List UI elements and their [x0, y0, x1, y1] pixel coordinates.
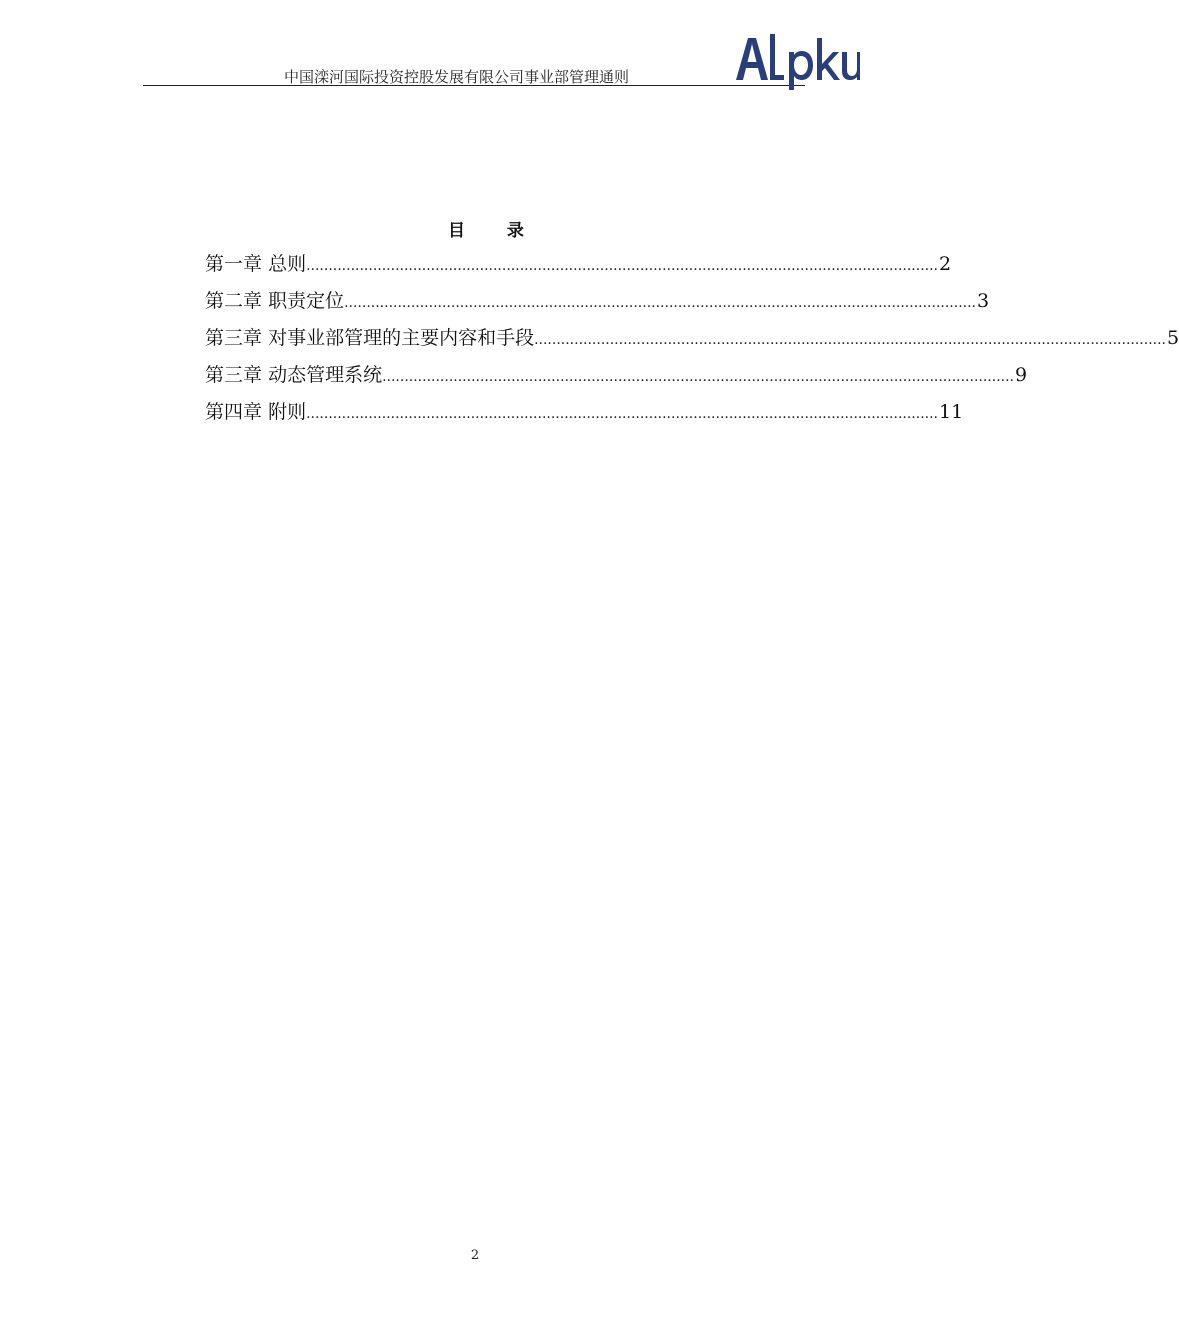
- toc-entry[interactable]: [205, 246, 952, 283]
- table-of-contents: [205, 246, 1179, 431]
- header-rule: [143, 85, 805, 86]
- toc-entry-page: 9: [1015, 364, 1028, 386]
- toc-dot-leader: ..............................................................................................................................................: [344, 295, 977, 311]
- toc-dot-leader: ..............................................................................................................................................: [306, 406, 939, 422]
- company-logo: [734, 30, 860, 92]
- toc-entry-page: 11: [939, 401, 964, 423]
- toc-entry-label: 第四章 附则: [205, 401, 307, 423]
- toc-entry[interactable]: [205, 320, 1179, 357]
- toc-entry[interactable]: [205, 283, 990, 320]
- toc-entry-label: 第三章 动态管理系统: [205, 364, 383, 386]
- page-number: 2: [470, 1248, 480, 1263]
- toc-entry-page: 3: [977, 290, 990, 312]
- toc-dot-leader: ..............................................................................................................................................: [382, 369, 1015, 385]
- toc-entry[interactable]: [205, 394, 964, 431]
- toc-entry-label: 第二章 职责定位: [205, 290, 345, 312]
- toc-entry[interactable]: [205, 357, 1028, 394]
- toc-dot-leader: ..............................................................................................................................................: [306, 258, 939, 274]
- toc-heading: 目 录: [448, 221, 542, 241]
- header-title: 中国滦河国际投资控股发展有限公司事业部管理通则: [284, 68, 630, 86]
- toc-entry-page: 5: [1167, 327, 1179, 349]
- toc-dot-leader: ..............................................................................................................................................: [534, 332, 1167, 348]
- toc-entry-label: 第三章 对事业部管理的主要内容和手段: [205, 327, 535, 349]
- toc-entry-page: 2: [939, 253, 952, 275]
- toc-entry-label: 第一章 总则: [205, 253, 307, 275]
